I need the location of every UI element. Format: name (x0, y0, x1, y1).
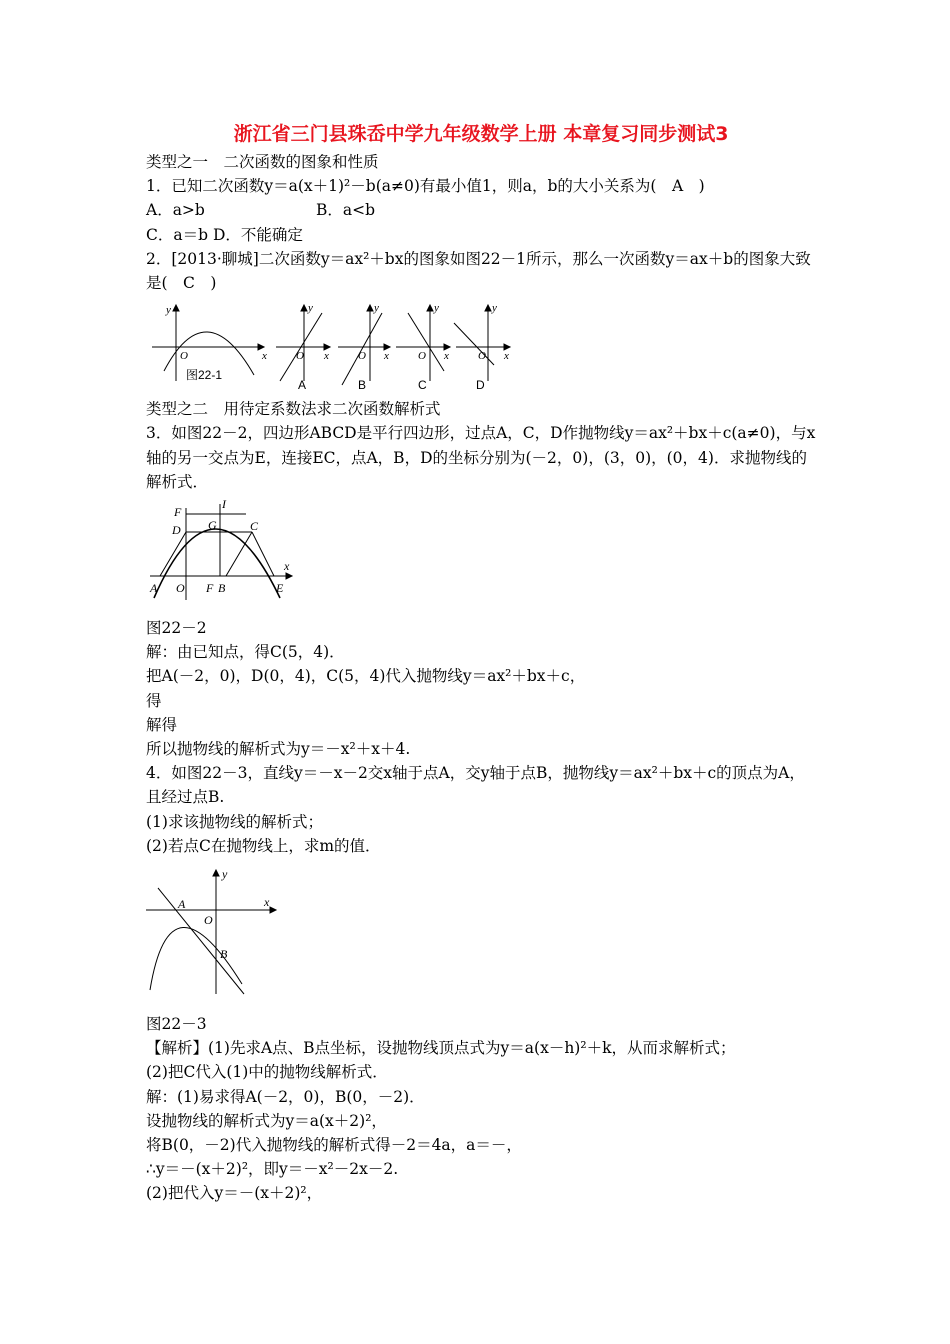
q4-solution-2: 设抛物线的解析式为y＝a(x＋2)²， (146, 1111, 387, 1130)
question-1-options-cd: C．a＝b D．不能确定 (146, 225, 303, 244)
question-1-stem: 1．已知二次函数y＝a(x＋1)²－b(a≠0)有最小值1，则a，b的大小关系为( A ) (146, 177, 705, 196)
q4-analysis-1: 【解析】(1)先求A点、B点坐标，设抛物线顶点式为y＝a(x－h)²＋k，从而求解析式； (146, 1039, 736, 1058)
question-1-options-ab (146, 198, 816, 222)
figA-y: y (308, 302, 313, 315)
q3-solution-3: 得 (146, 691, 162, 710)
question-4-part-2: (2)若点C在抛物线上，求m的值． (146, 836, 381, 855)
q3-solution-5: 所以抛物线的解析式为y＝－x²＋x＋4. (146, 740, 411, 759)
fig2-point-i: I (222, 500, 226, 512)
fig3-point-a: A (178, 897, 186, 912)
fig2-axis-x: x (284, 559, 290, 574)
figD-y: y (492, 302, 497, 315)
figB-x: x (384, 350, 389, 363)
fig2-point-o: O (176, 581, 185, 596)
fig3-axis-x: x (264, 895, 270, 910)
question-4-stem: 4．如图22－3，直线y＝－x－2交x轴于点A，交y轴于点B，抛物线y＝ax²＋bx＋c的顶点为A，且经过点B. (146, 764, 805, 807)
figB-y: y (374, 302, 379, 315)
figC-x: x (444, 350, 449, 363)
fig2-point-e: E (276, 581, 284, 596)
section-heading-1: 类型之一 二次函数的图象和性质 (146, 153, 379, 171)
q4-analysis-2: (2)把C代入(1)中的抛物线解析式． (146, 1063, 388, 1082)
fig2-point-f: F (174, 505, 182, 520)
figA-origin: O (296, 350, 304, 363)
option-label-d: D (476, 378, 485, 393)
question-3-stem: 3．如图22－2，四边形ABCD是平行四边形，过点A，C，D作抛物线y＝ax²＋bx＋c(a≠0)，与x轴的另一交点为E，连接EC，点A，B，D的坐标分别为(－2，0)，(3，0)，(0，4)．求抛物线的解析式． (146, 424, 816, 491)
fig22-1-caption: 图22-1 (186, 368, 223, 383)
question-4-part-1: (1)求该抛物线的解析式； (146, 812, 323, 831)
fig2-point-g: G (208, 518, 217, 533)
figC-origin: O (418, 350, 426, 363)
fig2-point-d: D (172, 523, 181, 538)
question-2-stem: 2．[2013·聊城]二次函数y＝ax²＋bx的图象如图22－1所示，那么一次函数y＝ax＋b的图象大致是( C ) (146, 249, 811, 293)
document-page (146, 120, 816, 1206)
fig3-axis-y: y (222, 867, 228, 882)
figD-origin: O (478, 350, 486, 363)
figure-22-1 (146, 301, 816, 393)
q3-solution-2: 把A(－2，0)，D(0，4)，C(5，4)代入抛物线y＝ax²＋bx＋c， (146, 667, 586, 686)
q4-solution-4: ∴y＝－(x＋2)²，即y＝－x²－2x－2. (146, 1160, 399, 1179)
document-title: 浙江省三门县珠岙中学九年级数学上册 本章复习同步测试3 (233, 123, 729, 145)
fig1-x-label: x (262, 350, 267, 363)
figure-22-2 (146, 500, 316, 612)
figure-22-2-caption: 图22－2 (146, 619, 207, 638)
fig1-y-label: y (166, 304, 171, 317)
fig2-point-f2: F (206, 581, 214, 596)
fig3-origin: O (204, 913, 213, 928)
fig1-origin-label: O (180, 350, 188, 363)
figC-y: y (434, 302, 439, 315)
q3-solution-1: 解：由已知点，得C(5，4)． (146, 643, 345, 662)
figD-x: x (504, 350, 509, 363)
option-b: B．a<b (316, 201, 376, 220)
fig2-point-c: C (250, 519, 259, 534)
figB-origin: O (358, 350, 366, 363)
figure-22-3-caption: 图22－3 (146, 1015, 207, 1034)
q4-solution-5: (2)把代入y＝－(x＋2)²， (146, 1184, 323, 1203)
q3-solution-4: 解得 (146, 715, 178, 734)
figure-22-3 (146, 866, 296, 1006)
option-a: A．a>b (146, 201, 205, 220)
q4-solution-1: 解：(1)易求得A(－2，0)，B(0，－2)． (146, 1087, 425, 1106)
option-label-a: A (298, 378, 307, 393)
q4-solution-3: 将B(0，－2)代入抛物线的解析式得－2＝4a，a＝－， (146, 1136, 522, 1155)
figA-x: x (324, 350, 329, 363)
option-label-b: B (358, 378, 367, 393)
fig2-point-a: A (150, 581, 158, 596)
fig2-point-b: B (218, 581, 226, 596)
fig3-point-b: B (220, 947, 228, 962)
option-label-c: C (418, 378, 427, 393)
section-heading-2: 类型之二 用待定系数法求二次函数解析式 (146, 400, 441, 419)
